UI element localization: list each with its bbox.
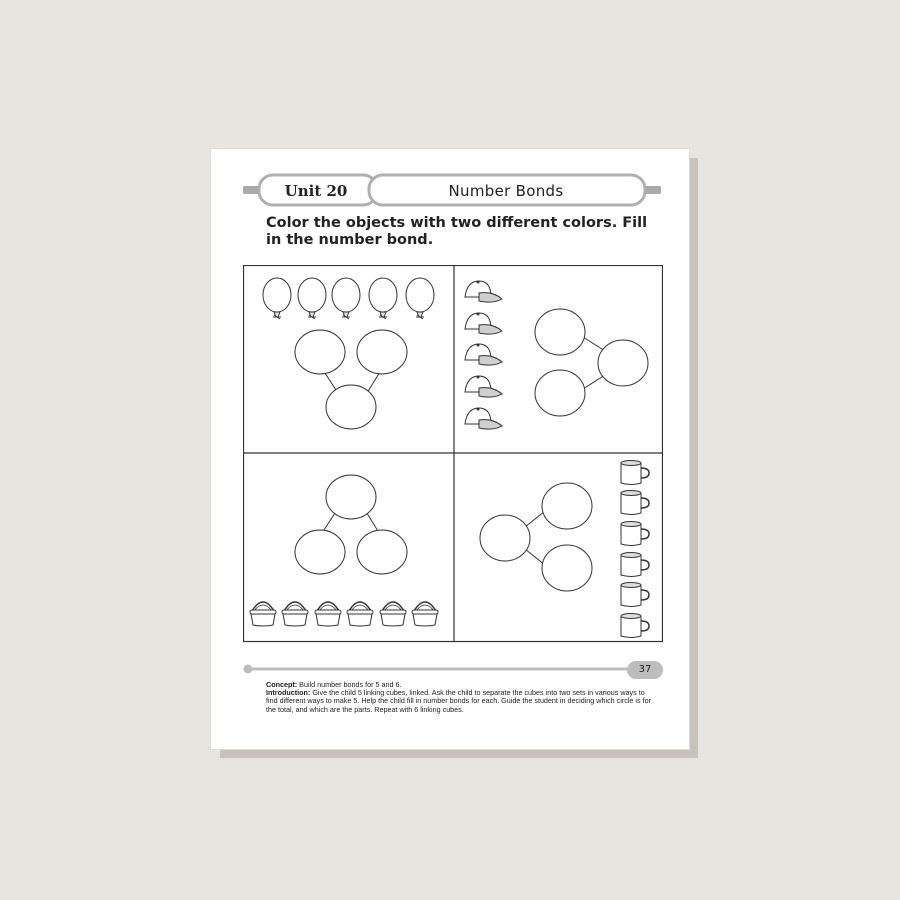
bond-total-circle[interactable] xyxy=(598,340,648,386)
introduction-label: Introduction: xyxy=(266,688,311,698)
balloon-row xyxy=(263,278,434,319)
mug-icon[interactable] xyxy=(621,461,649,485)
basket-icon[interactable] xyxy=(380,602,406,626)
cap-icon[interactable] xyxy=(465,376,502,398)
balloon-icon[interactable] xyxy=(369,278,397,319)
teacher-notes xyxy=(266,681,651,714)
bond-total-circle[interactable] xyxy=(326,385,376,429)
basket-icon[interactable] xyxy=(315,602,341,626)
bond-part-circle[interactable] xyxy=(295,330,345,374)
balloon-icon[interactable] xyxy=(263,278,291,319)
introduction-line xyxy=(266,689,651,714)
page-number: 37 xyxy=(627,661,663,679)
bond-part-circle[interactable] xyxy=(535,309,585,355)
activity-grid xyxy=(243,265,663,645)
footer-rule xyxy=(243,659,663,679)
cap-icon[interactable] xyxy=(465,281,502,303)
basket-icon[interactable] xyxy=(412,602,438,626)
mug-icon[interactable] xyxy=(621,491,649,515)
mug-icon[interactable] xyxy=(621,522,649,546)
unit-label: Unit 20 xyxy=(284,182,348,200)
bond-part-circle[interactable] xyxy=(295,530,345,574)
bond-part-circle[interactable] xyxy=(542,545,592,591)
concept-label: Concept: xyxy=(266,680,298,689)
cap-icon[interactable] xyxy=(465,313,502,335)
balloon-icon[interactable] xyxy=(406,278,434,319)
panel-caps xyxy=(465,281,648,430)
basket-icon[interactable] xyxy=(250,602,276,626)
concept-text: Build number bonds for 5 and 6. xyxy=(299,680,402,689)
bond-part-circle[interactable] xyxy=(542,483,592,529)
bond-total-circle[interactable] xyxy=(326,475,376,519)
balloon-icon[interactable] xyxy=(298,278,326,319)
worksheet-page xyxy=(210,148,690,750)
introduction-text: Give the child 5 linking cubes, linked. Ask the child to separate the cubes into two sets in various ways to find different ways to make 5. Help the child fill in number bonds for each. Guide the student in deciding which circle is for the total, and which are the parts. Repeat with 6 linking cubes. xyxy=(266,688,652,714)
cap-icon[interactable] xyxy=(465,408,502,430)
mug-icon[interactable] xyxy=(621,614,649,638)
cap-icon[interactable] xyxy=(465,344,502,366)
page-title: Number Bonds xyxy=(448,182,564,200)
basket-icon[interactable] xyxy=(347,602,373,626)
bond-part-circle[interactable] xyxy=(535,370,585,416)
balloon-icon[interactable] xyxy=(332,278,360,319)
panel-balloons xyxy=(263,278,434,429)
mug-icon[interactable] xyxy=(621,583,649,607)
bond-part-circle[interactable] xyxy=(357,330,407,374)
panel-mugs xyxy=(480,461,649,638)
instruction-text: Color the objects with two different colors. Fill in the number bond. xyxy=(266,215,648,248)
bond-part-circle[interactable] xyxy=(357,530,407,574)
panel-baskets xyxy=(250,475,438,626)
basket-icon[interactable] xyxy=(282,602,308,626)
bond-total-circle[interactable] xyxy=(480,515,530,561)
mug-icon[interactable] xyxy=(621,553,649,577)
